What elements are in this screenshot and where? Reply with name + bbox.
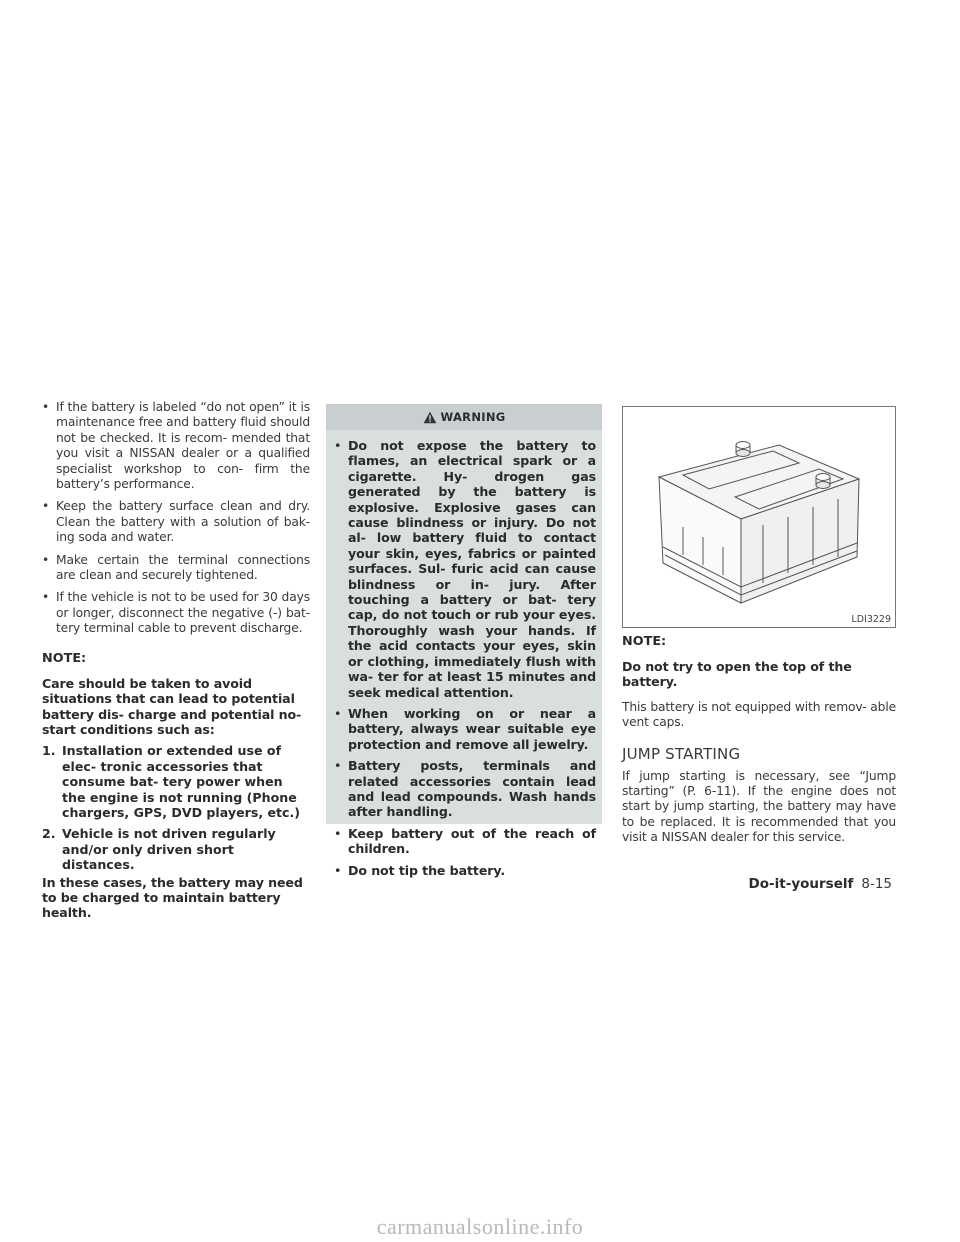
list-item: • Do not tip the battery. [334,863,596,878]
note-heading: NOTE: [42,650,87,666]
page-number: 8-15 [861,876,892,892]
item-number: 1. [42,743,56,759]
item-text: Installation or extended use of elec- tronic accessories that consume bat- tery power when the engine is not running (Phone chargers, GPS, DVD players, etc.) [62,743,301,820]
list-item: • Keep battery out of the reach of children. [334,826,596,857]
note-text: This battery is not equipped with remov- able vent caps. [622,699,896,730]
list-item [42,743,310,820]
list-item: • Make certain the terminal connections are clean and securely tightened. [42,553,310,584]
battery-icon [623,407,895,627]
note-numbered-list [42,743,310,872]
list-item: • When working on or near a battery, always wear suitable eye protection and remove all jewelry. [334,706,596,752]
battery-care-list [42,400,310,637]
page-footer [749,876,892,892]
figure-label: LDI3229 [851,614,891,625]
note-outro: In these cases, the battery may need to be charged to maintain battery health. [42,874,303,921]
list-item [42,826,310,872]
warning-list [326,430,602,878]
section-title: JUMP STARTING [622,744,741,763]
footer-section-title: Do-it-yourself [748,876,854,892]
note-bold-text: Do not try to open the top of the battery. [622,659,852,690]
note-heading: NOTE: [622,634,667,649]
note-intro: Care should be taken to avoid situations that can lead to potential battery dis- charge and potential no-start conditions such as: [42,675,302,737]
list-item: • Do not expose the battery to flames, an electrical spark or a cigarette. Hy- drogen gas generated by the battery is explosive. Explosive gases can cause blindness or injury. Do not al- low battery fluid to contact your skin, eyes, fabrics or painted surfaces. Sul- furic acid can cause blindness or in- jury. After touching a battery or bat- tery cap, do not touch or rub your eyes. Thoroughly wash your hands. If the acid contacts your eyes, skin or clothing, immediately flush with wa- ter for at least 15 minutes and seek medical attention. [334,438,596,700]
list-item: • Battery posts, terminals and related accessories contain lead and lead compounds. Wash hands after handling. [334,758,596,820]
left-column [42,400,310,921]
watermark: carmanualsonline.info [376,1214,584,1239]
warning-box [326,404,602,878]
battery-illustration [622,406,896,628]
warning-triangle-icon [423,411,437,424]
list-item: • Keep the battery surface clean and dry. Clean the battery with a solution of bak- ing soda and water. [42,499,310,545]
list-item: • If the vehicle is not to be used for 30 days or longer, disconnect the negative (-) bat- tery terminal cable to prevent discharge. [42,590,310,636]
list-item: • If the battery is labeled “do not open” it is maintenance free and battery fluid should not be checked. It is recom- mended that you visit a NISSAN dealer or a qualified specialist workshop to con- firm the battery’s performance. [42,400,310,492]
item-number: 2. [42,826,56,842]
warning-header [326,404,602,430]
item-text: Vehicle is not driven regularly and/or only driven short distances. [62,826,276,873]
section-text: If jump starting is necessary, see “Jump starting” (P. 6-11). If the engine does not start by jump starting, the battery may have to be replaced. It is recommended that you visit a NISSAN dealer for this service. [622,768,896,845]
right-column-text [622,634,896,846]
warning-title: WARNING [440,410,506,424]
